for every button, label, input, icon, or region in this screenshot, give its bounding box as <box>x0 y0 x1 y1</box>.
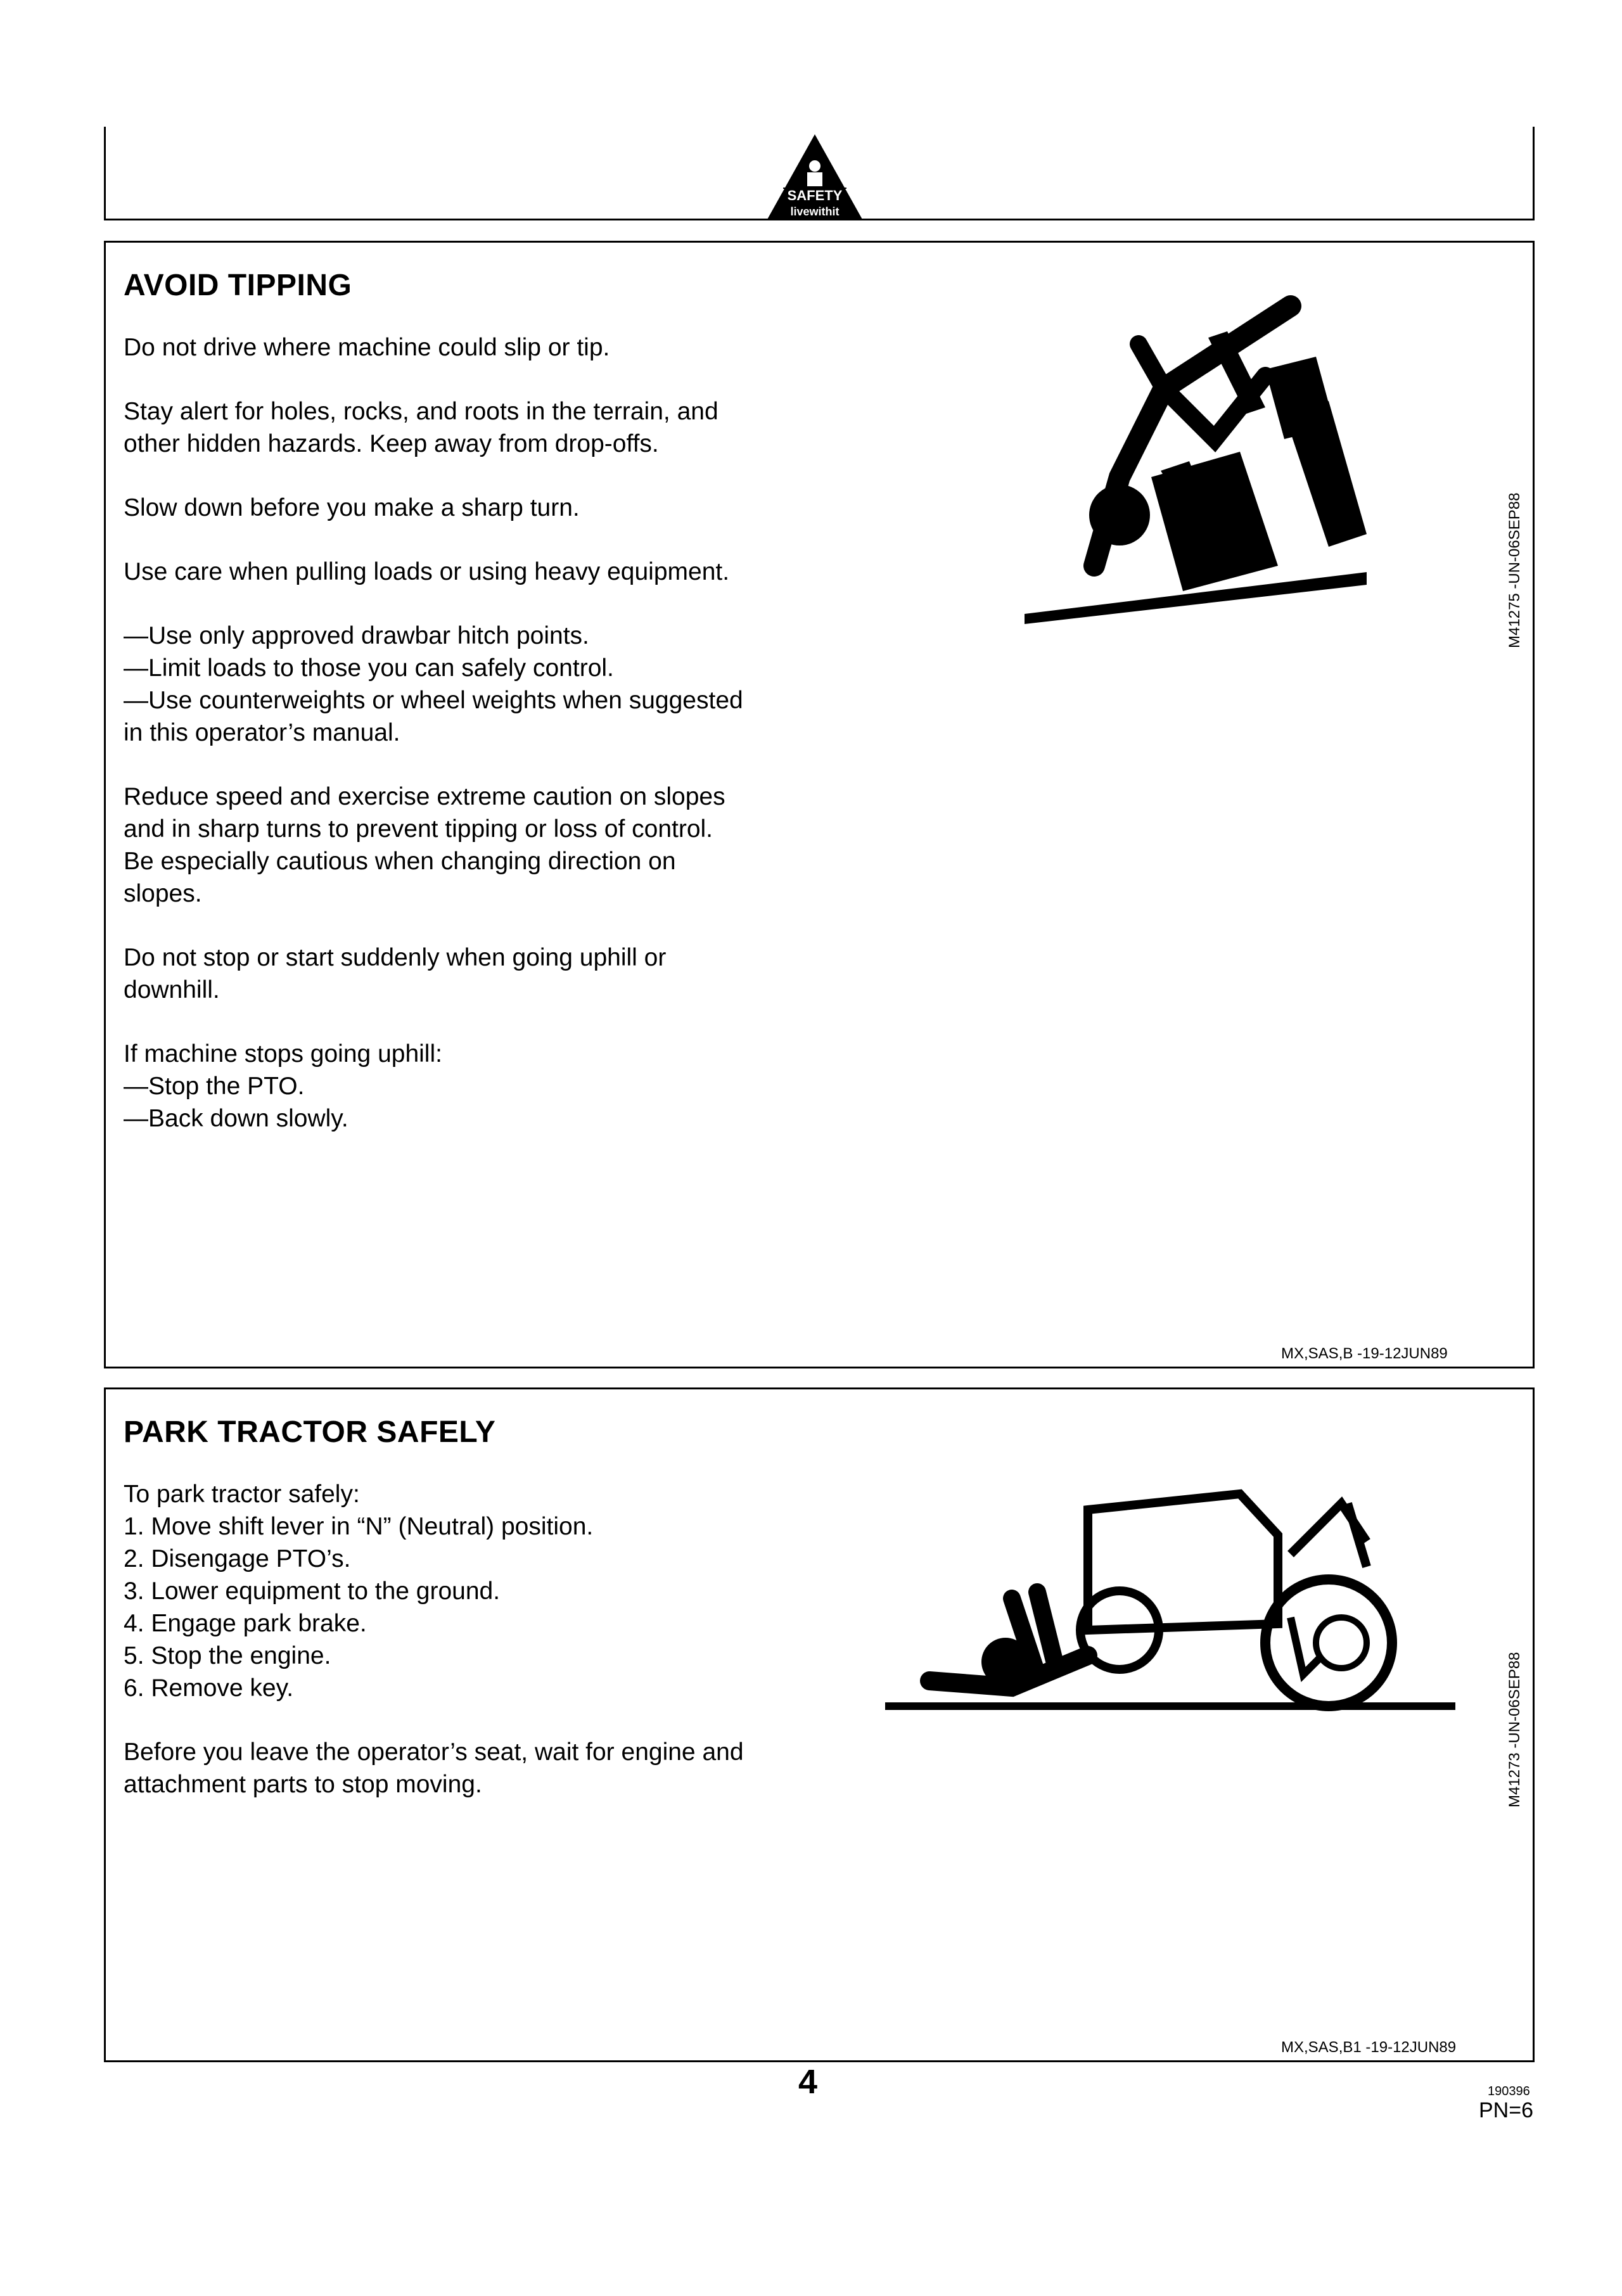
footer-code: MX,SAS,B1 -19-12JUN89 <box>1281 2039 1457 2056</box>
section-title: AVOID TIPPING <box>124 269 352 302</box>
safety-logo-line1: SAFETY <box>787 188 843 203</box>
text-line: Do not stop or start suddenly when going uphill or <box>124 944 667 971</box>
footer-code: MX,SAS,B -19-12JUN89 <box>1281 1345 1448 1362</box>
paragraph <box>124 331 947 364</box>
section-avoid-tipping <box>104 241 1535 1368</box>
text-line: —Limit loads to those you can safely control. <box>124 654 614 682</box>
safety-triangle-icon <box>764 133 865 222</box>
text-line: —Back down slowly. <box>124 1105 348 1132</box>
paragraph <box>124 781 947 910</box>
page-code: PN=6 <box>1479 2098 1533 2122</box>
text-line: 2. Disengage PTO’s. <box>124 1545 351 1572</box>
doc-date: 190396 <box>1488 2084 1530 2098</box>
paragraph <box>124 1736 947 1801</box>
text-line: 3. Lower equipment to the ground. <box>124 1578 501 1605</box>
text-line: If machine stops going uphill: <box>124 1040 442 1068</box>
text-line: Before you leave the operator’s seat, wait for engine and <box>124 1738 744 1766</box>
figure-code: M41273 -UN-06SEP88 <box>1506 1652 1523 1808</box>
page-number: 4 <box>798 2063 818 2101</box>
paragraph <box>124 395 947 460</box>
section-park-tractor-safely <box>104 1387 1535 2062</box>
text-line: —Use only approved drawbar hitch points. <box>124 622 589 649</box>
safety-logo-line2: livewithit <box>790 205 840 218</box>
text-line: slopes. <box>124 880 202 907</box>
figure-code: M41275 -UN-06SEP88 <box>1506 492 1523 648</box>
text-line: 1. Move shift lever in “N” (Neutral) position. <box>124 1513 594 1540</box>
text-line: attachment parts to stop moving. <box>124 1771 482 1798</box>
text-line: 6. Remove key. <box>124 1674 294 1702</box>
section-body <box>124 331 947 1166</box>
text-line: Use care when pulling loads or using heavy equipment. <box>124 558 730 585</box>
text-line: —Use counterweights or wheel weights when suggested <box>124 687 743 714</box>
paragraph <box>124 620 947 749</box>
section-body <box>124 1478 947 1832</box>
rollover-tractor-icon <box>885 1465 1455 1732</box>
text-line: —Stop the PTO. <box>124 1073 305 1100</box>
text-line: 5. Stop the engine. <box>124 1642 331 1669</box>
text-line: To park tractor safely: <box>124 1481 360 1508</box>
paragraph <box>124 1038 947 1135</box>
paragraph <box>124 1478 947 1704</box>
text-line: 4. Engage park brake. <box>124 1610 367 1637</box>
text-line: Slow down before you make a sharp turn. <box>124 494 580 521</box>
text-line: Stay alert for holes, rocks, and roots in the terrain, and <box>124 398 718 425</box>
paragraph <box>124 492 947 524</box>
text-line: other hidden hazards. Keep away from drop-offs. <box>124 430 659 457</box>
paragraph <box>124 941 947 1006</box>
text-line: Reduce speed and exercise extreme caution on slopes <box>124 783 725 810</box>
text-line: and in sharp turns to prevent tipping or loss of control. <box>124 815 713 843</box>
tipping-tractor-icon <box>910 268 1367 648</box>
text-line: downhill. <box>124 976 220 1004</box>
text-line: Do not drive where machine could slip or tip. <box>124 334 610 361</box>
paragraph <box>124 556 947 588</box>
section-title: PARK TRACTOR SAFELY <box>124 1415 496 1449</box>
text-line: in this operator’s manual. <box>124 719 400 746</box>
text-line: Be especially cautious when changing direction on <box>124 848 676 875</box>
